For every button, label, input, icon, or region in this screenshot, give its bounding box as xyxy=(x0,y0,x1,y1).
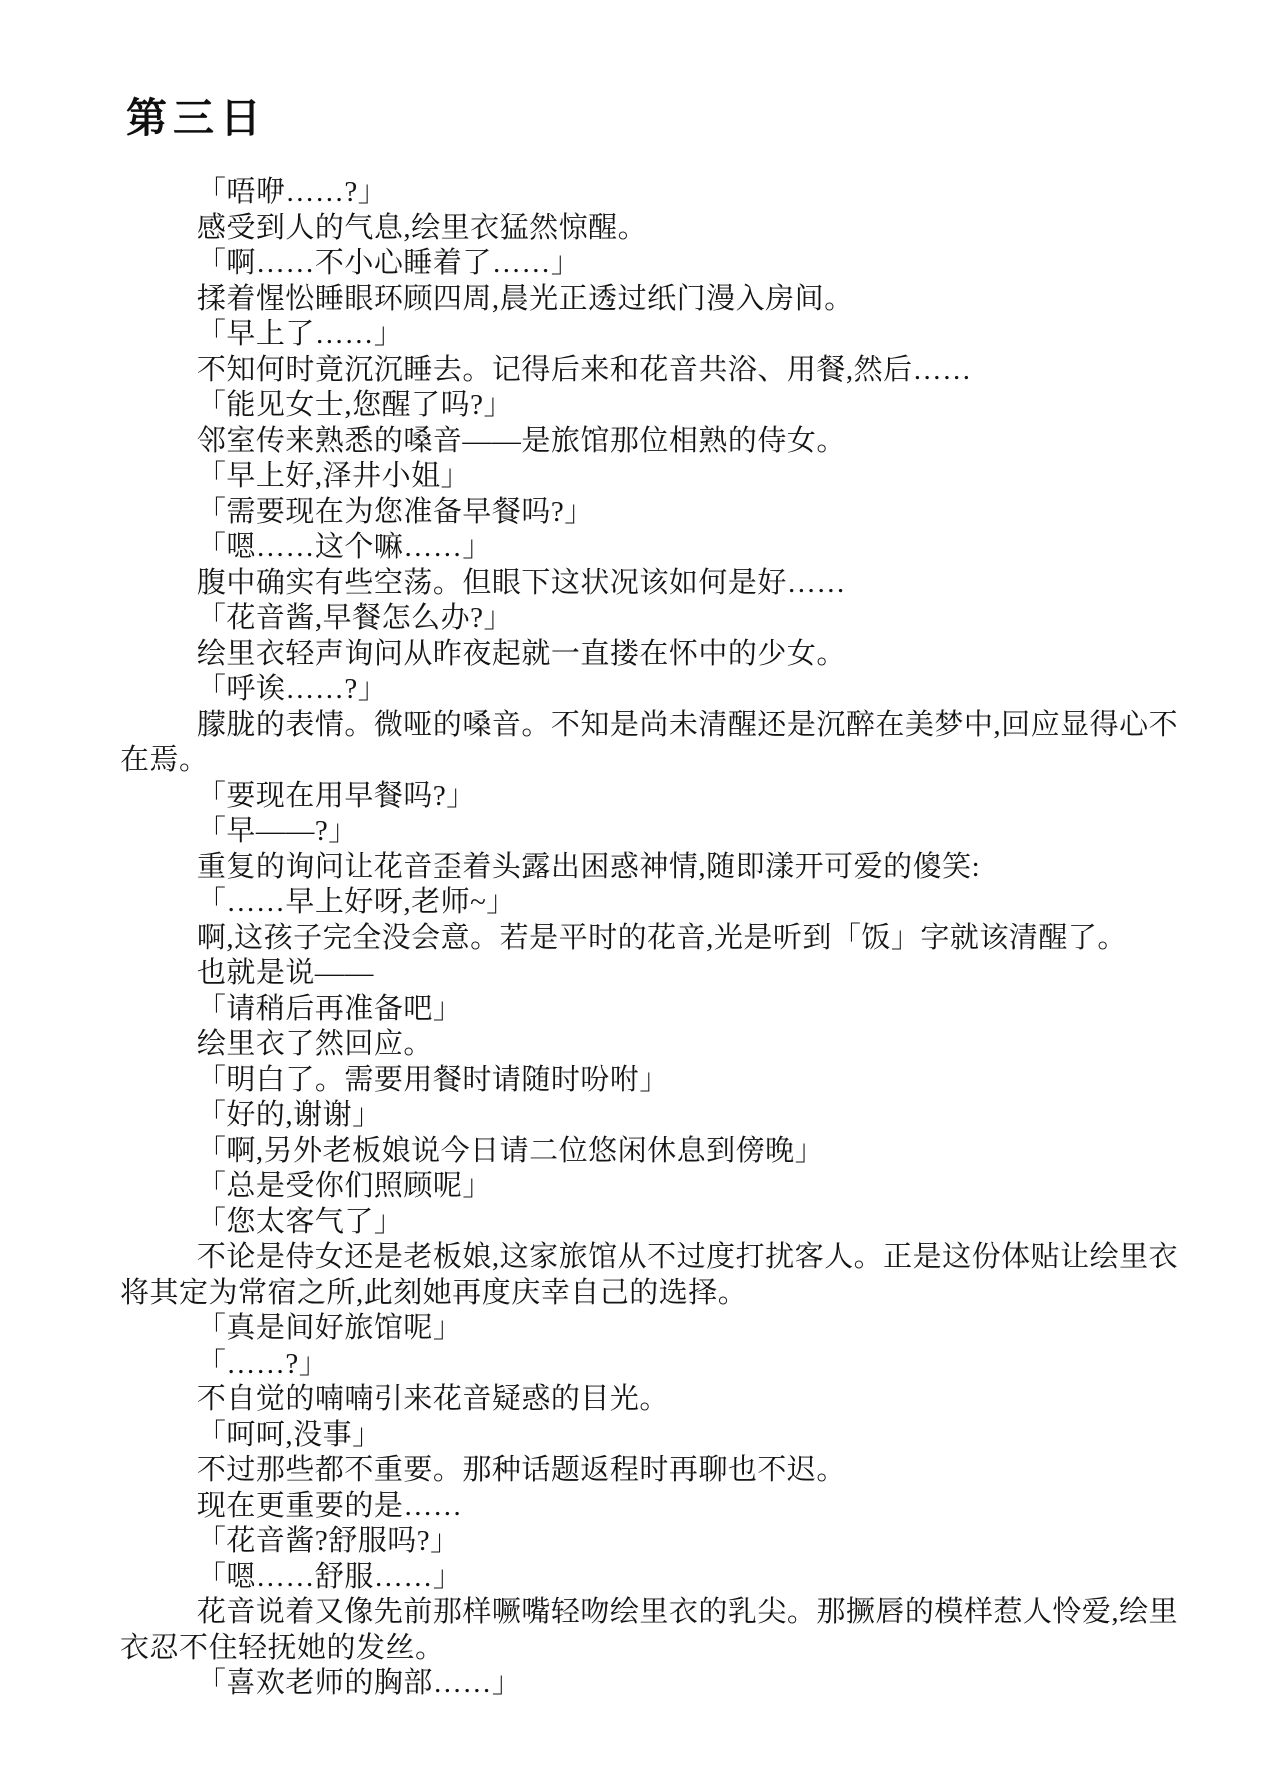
paragraph: 「唔咿……?」 xyxy=(196,176,388,209)
paragraph: 「呼诶……?」 xyxy=(196,673,388,706)
paragraph: 「花音酱,早餐怎么办?」 xyxy=(196,602,513,635)
paragraph: 现在更重要的是…… xyxy=(196,1489,463,1522)
paragraph: 揉着惺忪睡眼环顾四周,晨光正透过纸门漫入房间。 xyxy=(196,282,854,315)
paragraph: 啊,这孩子完全没会意。若是平时的花音,光是听到「饭」字就该清醒了。 xyxy=(196,921,1127,954)
chapter-title: 第三日 xyxy=(126,95,267,141)
paragraph: 「早上好,泽井小姐」 xyxy=(196,460,471,493)
paragraph: 「啊,另外老板娘说今日请二位悠闲休息到傍晚」 xyxy=(196,1134,825,1167)
paragraph: 「早上了……」 xyxy=(196,318,404,351)
paragraph: 「……?」 xyxy=(196,1347,329,1380)
paragraph: 朦胧的表情。微哑的嗓音。不知是尚未清醒还是沉醉在美梦中,回应显得心不在焉。 xyxy=(120,708,1179,777)
paragraph: 绘里衣了然回应。 xyxy=(196,1028,433,1061)
paragraph: 花音说着又像先前那样噘嘴轻吻绘里衣的乳尖。那撅唇的模样惹人怜爱,绘里衣忍不住轻抚她的发丝。 xyxy=(120,1596,1179,1664)
paragraph: 「啊……不小心睡着了……」 xyxy=(196,247,581,280)
paragraph: 不自觉的喃喃引来花音疑惑的目光。 xyxy=(196,1383,669,1416)
paragraph: 「……早上好呀,老师~」 xyxy=(196,886,516,919)
paragraph: 「请稍后再准备吧」 xyxy=(196,992,463,1025)
paragraph: 「总是受你们照顾呢」 xyxy=(196,1170,492,1203)
paragraph: 「嗯……舒服……」 xyxy=(196,1560,463,1593)
paragraph: 「嗯……这个嘛……」 xyxy=(196,531,492,564)
paragraph: 「您太客气了」 xyxy=(196,1205,404,1238)
paragraph: 邻室传来熟悉的嗓音——是旅馆那位相熟的侍女。 xyxy=(196,424,846,457)
body-text xyxy=(120,175,1182,1702)
paragraph: 不论是侍女还是老板娘,这家旅馆从不过度打扰客人。正是这份体贴让绘里衣将其定为常宿之所,此刻她再度庆幸自己的选择。 xyxy=(120,1241,1179,1309)
paragraph: 重复的询问让花音歪着头露出困惑神情,随即漾开可爱的傻笑: xyxy=(196,850,981,883)
paragraph: 不知何时竟沉沉睡去。记得后来和花音共浴、用餐,然后…… xyxy=(196,353,972,386)
paragraph: 「能见女士,您醒了吗?」 xyxy=(196,389,513,422)
paragraph: 「真是间好旅馆呢」 xyxy=(196,1312,463,1345)
paragraph: 「花音酱?舒服吗?」 xyxy=(196,1525,460,1558)
paragraph: 「喜欢老师的胸部……」 xyxy=(196,1667,522,1700)
paragraph: 不过那些都不重要。那种话题返程时再聊也不迟。 xyxy=(196,1454,846,1487)
paragraph: 「需要现在为您准备早餐吗?」 xyxy=(196,495,594,528)
paragraph: 绘里衣轻声询问从昨夜起就一直搂在怀中的少女。 xyxy=(196,637,846,670)
paragraph: 感受到人的气息,绘里衣猛然惊醒。 xyxy=(196,211,648,244)
paragraph: 「呵呵,没事」 xyxy=(196,1418,382,1451)
paragraph: 「好的,谢谢」 xyxy=(196,1099,382,1132)
paragraph: 也就是说—— xyxy=(196,957,374,990)
paragraph: 「明白了。需要用餐时请随时吩咐」 xyxy=(196,1063,669,1096)
paragraph: 「早——?」 xyxy=(196,815,358,848)
paragraph: 腹中确实有些空荡。但眼下这状况该如何是好…… xyxy=(196,566,846,599)
paragraph: 「要现在用早餐吗?」 xyxy=(196,779,476,812)
